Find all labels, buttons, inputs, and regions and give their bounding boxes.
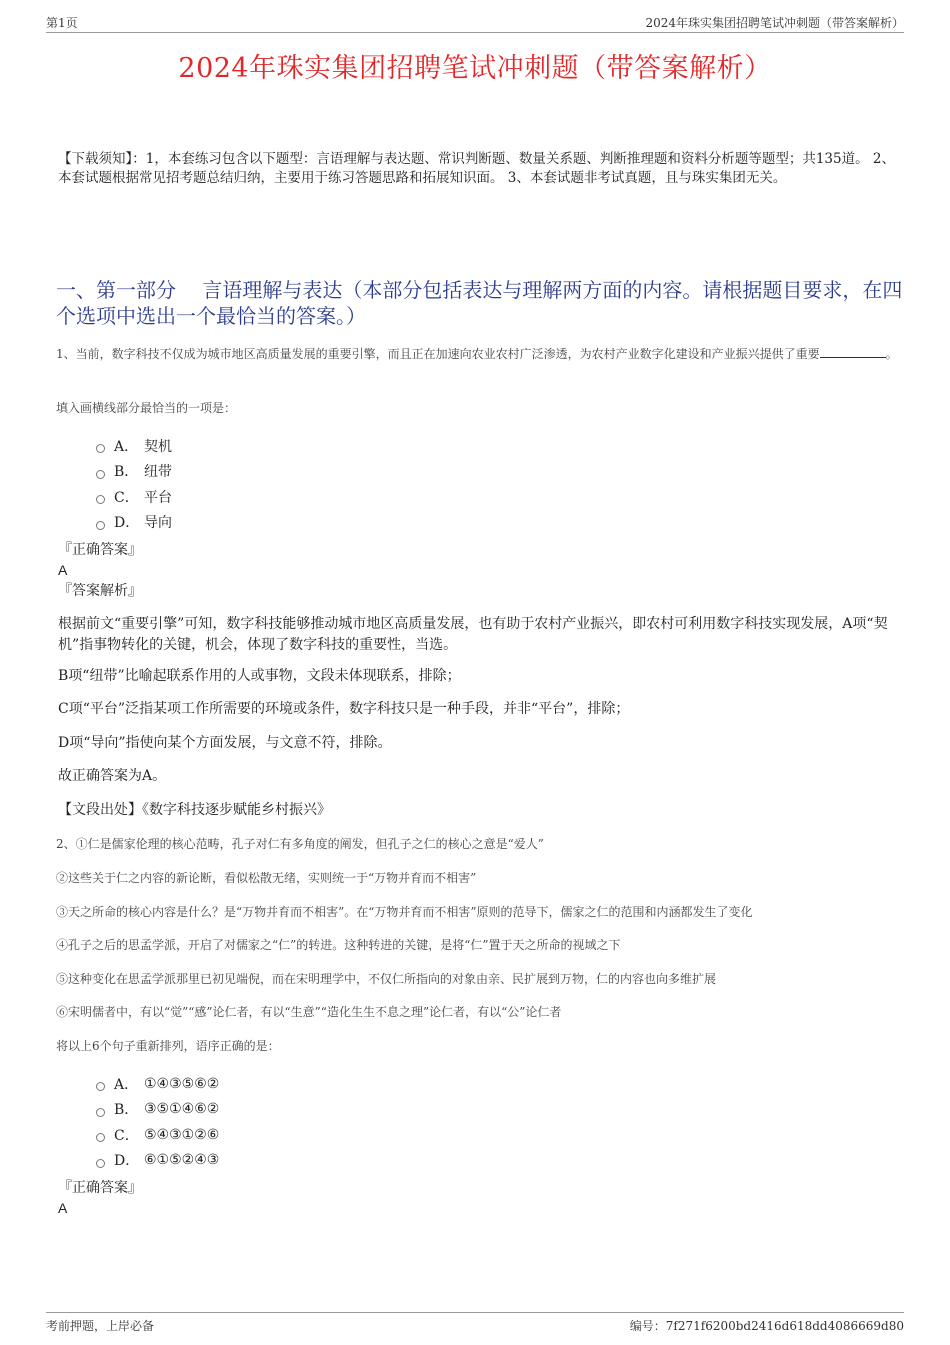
question-2-instruction: 将以上6个句子重新排列，语序正确的是：: [56, 1039, 280, 1053]
radio-icon[interactable]: [96, 1159, 105, 1168]
page-footer: [46, 1312, 904, 1333]
question-1-instruction: 填入画横线部分最恰当的一项是：: [56, 401, 237, 415]
option-b[interactable]: B． ③⑤①④⑥②: [96, 1097, 496, 1123]
page-number: 第1页: [46, 16, 78, 30]
analysis-paragraph: D项“导向”指使向某个方面发展，与文意不符，排除。: [58, 735, 392, 751]
option-a[interactable]: A． ①④③⑤⑥②: [96, 1071, 496, 1097]
option-b[interactable]: B． 纽带: [96, 459, 496, 485]
radio-icon[interactable]: [96, 495, 105, 504]
radio-icon[interactable]: [96, 521, 105, 530]
radio-icon[interactable]: [96, 1133, 105, 1142]
question-2-sentence: 2、①仁是儒家伦理的核心范畴，孔子对仁有多角度的阐发，但孔子之仁的核心之意是“爱人”: [56, 837, 544, 851]
footer-slogan: 考前押题，上岸必备: [46, 1319, 155, 1333]
document-id: 编号：7f271f6200bd2416d618dd4086669d80: [629, 1319, 904, 1333]
correct-answer: A: [58, 1200, 68, 1216]
radio-icon[interactable]: [96, 1082, 105, 1091]
header-doc-title: 2024年珠实集团招聘笔试冲刺题（带答案解析）: [645, 16, 904, 30]
option-d[interactable]: D． ⑥①⑤②④③: [96, 1148, 496, 1174]
document-title: 2024年珠实集团招聘笔试冲刺题（带答案解析）: [178, 53, 772, 84]
page-header: [46, 14, 904, 33]
analysis-paragraph: 根据前文“重要引擎”可知，数字科技能够推动城市地区高质量发展，也有助于农村产业振兴，即农村可利用数字科技实现发展，A项“契机”指事物转化的关键，机会，体现了数字科技的重要性，当选。: [58, 616, 888, 653]
section-title: 一、第一部分 言语理解与表达（本部分包括表达与理解两方面的内容。请根据题目要求，在四个选项中选出一个最恰当的答案。）: [56, 278, 903, 328]
question-2-sentence: ⑤这种变化在思孟学派那里已初见端倪，而在宋明理学中，不仅仁所指向的对象由亲、民扩展到万物，仁的内容也向多维扩展: [56, 972, 717, 986]
correct-answer: A: [58, 562, 68, 578]
option-c[interactable]: C． ⑤④③①②⑥: [96, 1122, 496, 1148]
option-c[interactable]: C． 平台: [96, 484, 496, 510]
radio-icon[interactable]: [96, 1108, 105, 1117]
answer-label: 『正确答案』: [58, 1180, 142, 1196]
radio-icon[interactable]: [96, 470, 105, 479]
question-1-options: [96, 433, 496, 535]
analysis-label: 『答案解析』: [58, 583, 142, 599]
radio-icon[interactable]: [96, 444, 105, 453]
option-d[interactable]: D． 导向: [96, 510, 496, 536]
question-2-sentence: ④孔子之后的思孟学派，开启了对儒家之“仁”的转进。这种转进的关键，是将“仁”置于天之所命的视域之下: [56, 938, 621, 952]
question-2-sentence: ②这些关于仁之内容的新论断，看似松散无绪，实则统一于“万物并育而不相害”: [56, 871, 477, 885]
analysis-paragraph: 故正确答案为A。: [58, 768, 167, 784]
answer-blank: [820, 345, 886, 358]
download-notice: 【下载须知】：1，本套练习包含以下题型：言语理解与表达题、常识判断题、数量关系题、判断推理题和资料分析题等题型；共135道。 2、本套试题根据常见招考题总结归纳，主要用于练习答题思路和拓展知识面。 3、本套试题非考试真题，且与珠实集团无关。: [58, 151, 895, 186]
question-2-sentence: ③天之所命的核心内容是什么？是“万物并育而不相害”。在“万物并育而不相害”原则的范导下，儒家之仁的范围和内涵都发生了变化: [56, 905, 753, 919]
analysis-paragraph: B项“纽带”比喻起联系作用的人或事物，文段未体现联系，排除；: [58, 668, 461, 684]
question-1-stem: 1、当前，数字科技不仅成为城市地区高质量发展的重要引擎，而且正在加速向农业农村广泛渗透，为农村产业数字化建设和产业振兴提供了重要 。: [56, 347, 898, 361]
source-note: 【文段出处】《数字科技逐步赋能乡村振兴》: [58, 802, 331, 818]
analysis-paragraph: C项“平台”泛指某项工作所需要的环境或条件，数字科技只是一种手段，并非“平台”，排除；: [58, 701, 630, 717]
answer-label: 『正确答案』: [58, 542, 142, 558]
question-2-sentence: ⑥宋明儒者中，有以“觉”“感”论仁者，有以“生意”“造化生生不息之理”论仁者，有以“公”论仁者: [56, 1005, 562, 1019]
question-2-options: [96, 1071, 496, 1173]
option-a[interactable]: A． 契机: [96, 433, 496, 459]
